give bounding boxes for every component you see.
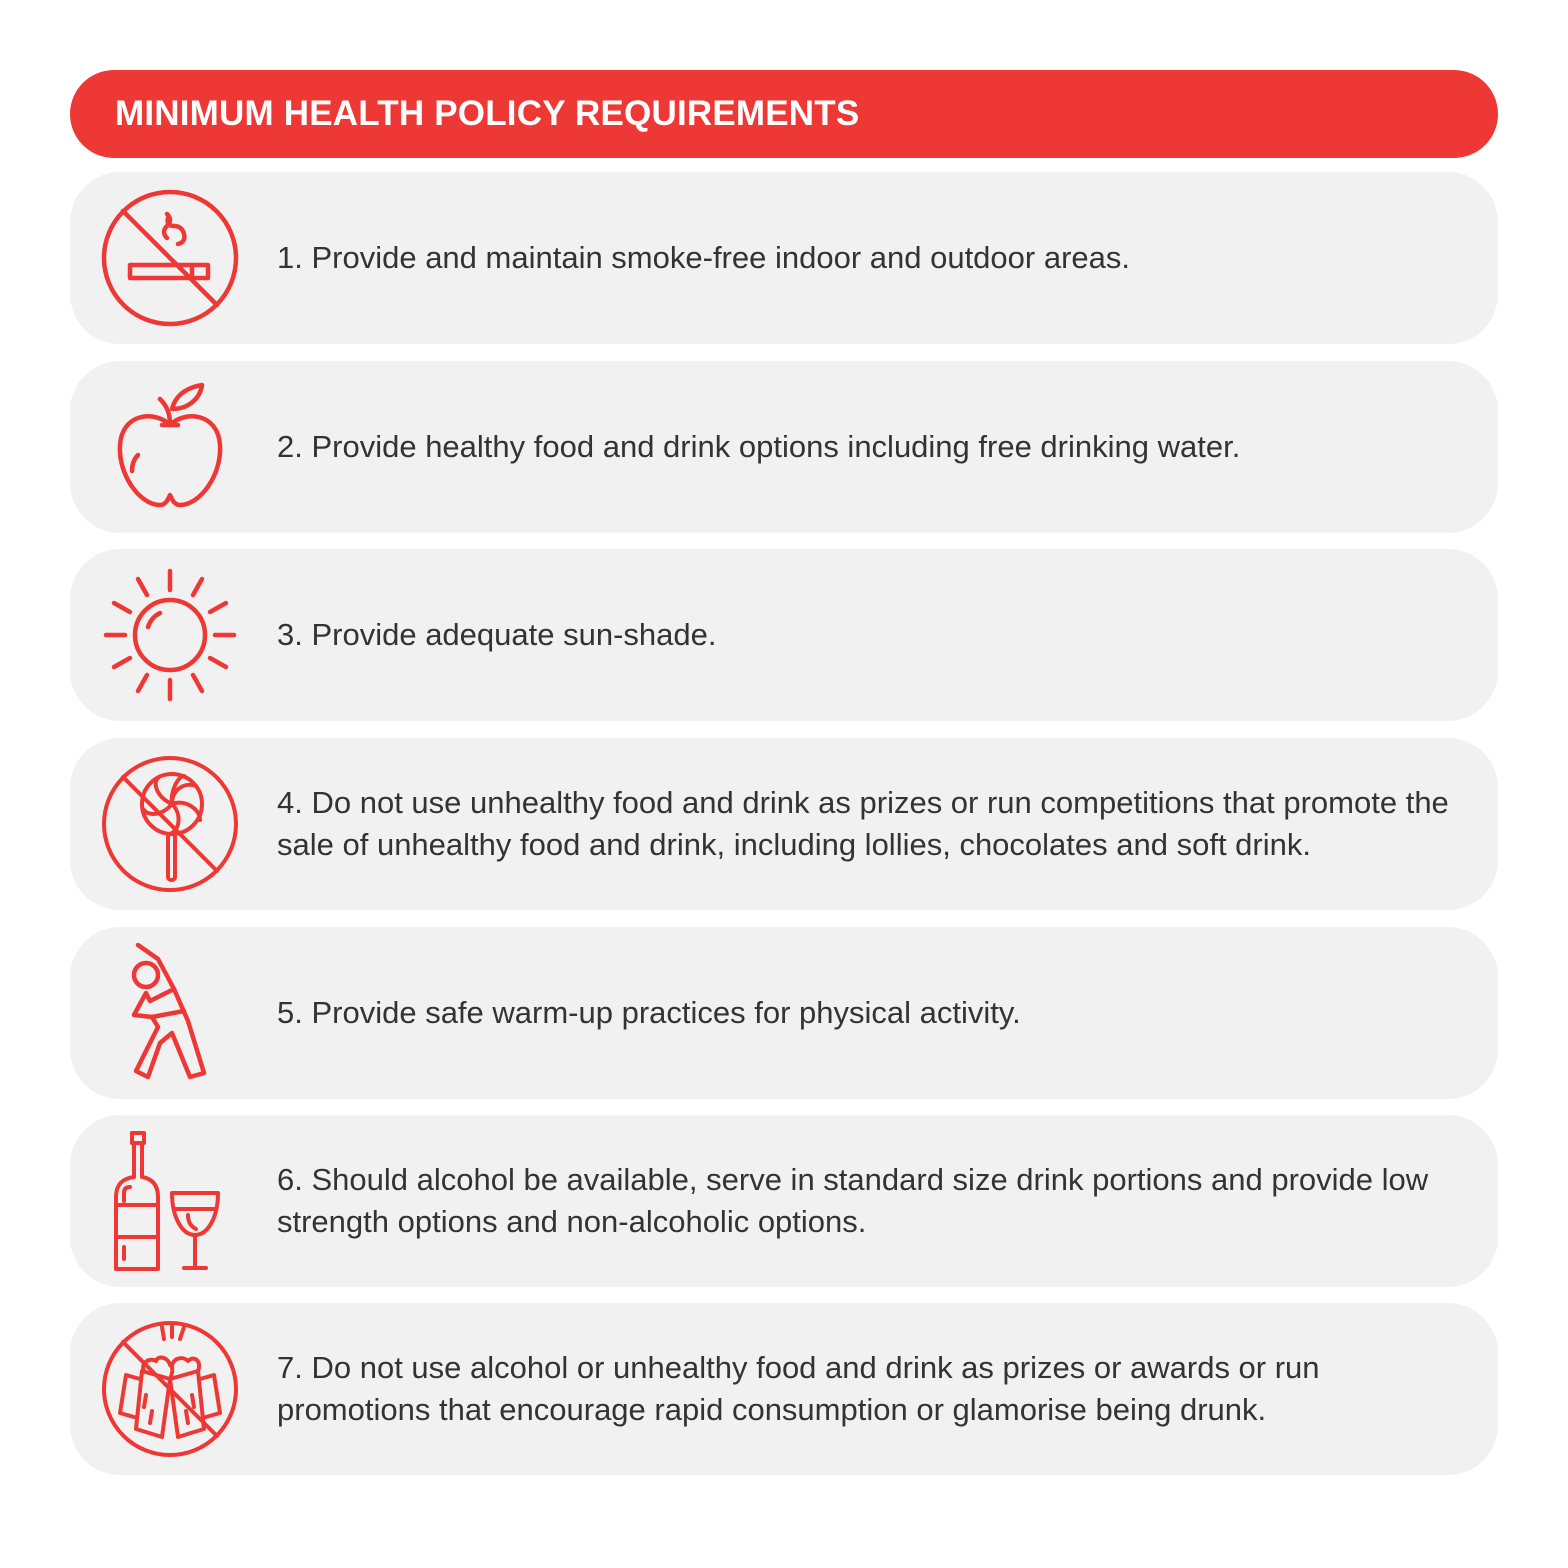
apple-icon <box>100 377 240 517</box>
item-text: 7. Do not use alcohol or unhealthy food and drink as prizes or awards or run promotions that encourage rapid consumption or glamorise being drunk. <box>277 1350 1320 1427</box>
stretching-person-icon <box>100 943 240 1083</box>
item-text: 4. Do not use unhealthy food and drink as prizes or run competitions that promote the sale of unhealthy food and drink, including lollies, chocolates and soft drink. <box>277 785 1449 862</box>
item-text: 5. Provide safe warm-up practices for physical activity. <box>277 995 1021 1030</box>
sun-icon <box>100 565 240 705</box>
no-smoking-icon <box>100 188 240 328</box>
list-item <box>70 1115 1498 1287</box>
no-beer-cheers-icon <box>100 1319 240 1459</box>
list-item <box>70 172 1498 344</box>
section-header <box>70 70 1498 158</box>
wine-bottle-glass-icon <box>100 1131 240 1271</box>
item-text: 6. Should alcohol be available, serve in standard size drink portions and provide low strength options and non-alcoholic options. <box>277 1162 1429 1239</box>
list-item <box>70 549 1498 721</box>
no-lollipop-icon <box>100 754 240 894</box>
list-item <box>70 361 1498 533</box>
list-item <box>70 1303 1498 1475</box>
page-title: MINIMUM HEALTH POLICY REQUIREMENTS <box>115 94 860 133</box>
list-item <box>70 738 1498 910</box>
item-text: 2. Provide healthy food and drink options including free drinking water. <box>277 429 1241 464</box>
item-text: 1. Provide and maintain smoke-free indoor and outdoor areas. <box>277 240 1130 275</box>
item-text: 3. Provide adequate sun-shade. <box>277 617 717 652</box>
list-item <box>70 927 1498 1099</box>
